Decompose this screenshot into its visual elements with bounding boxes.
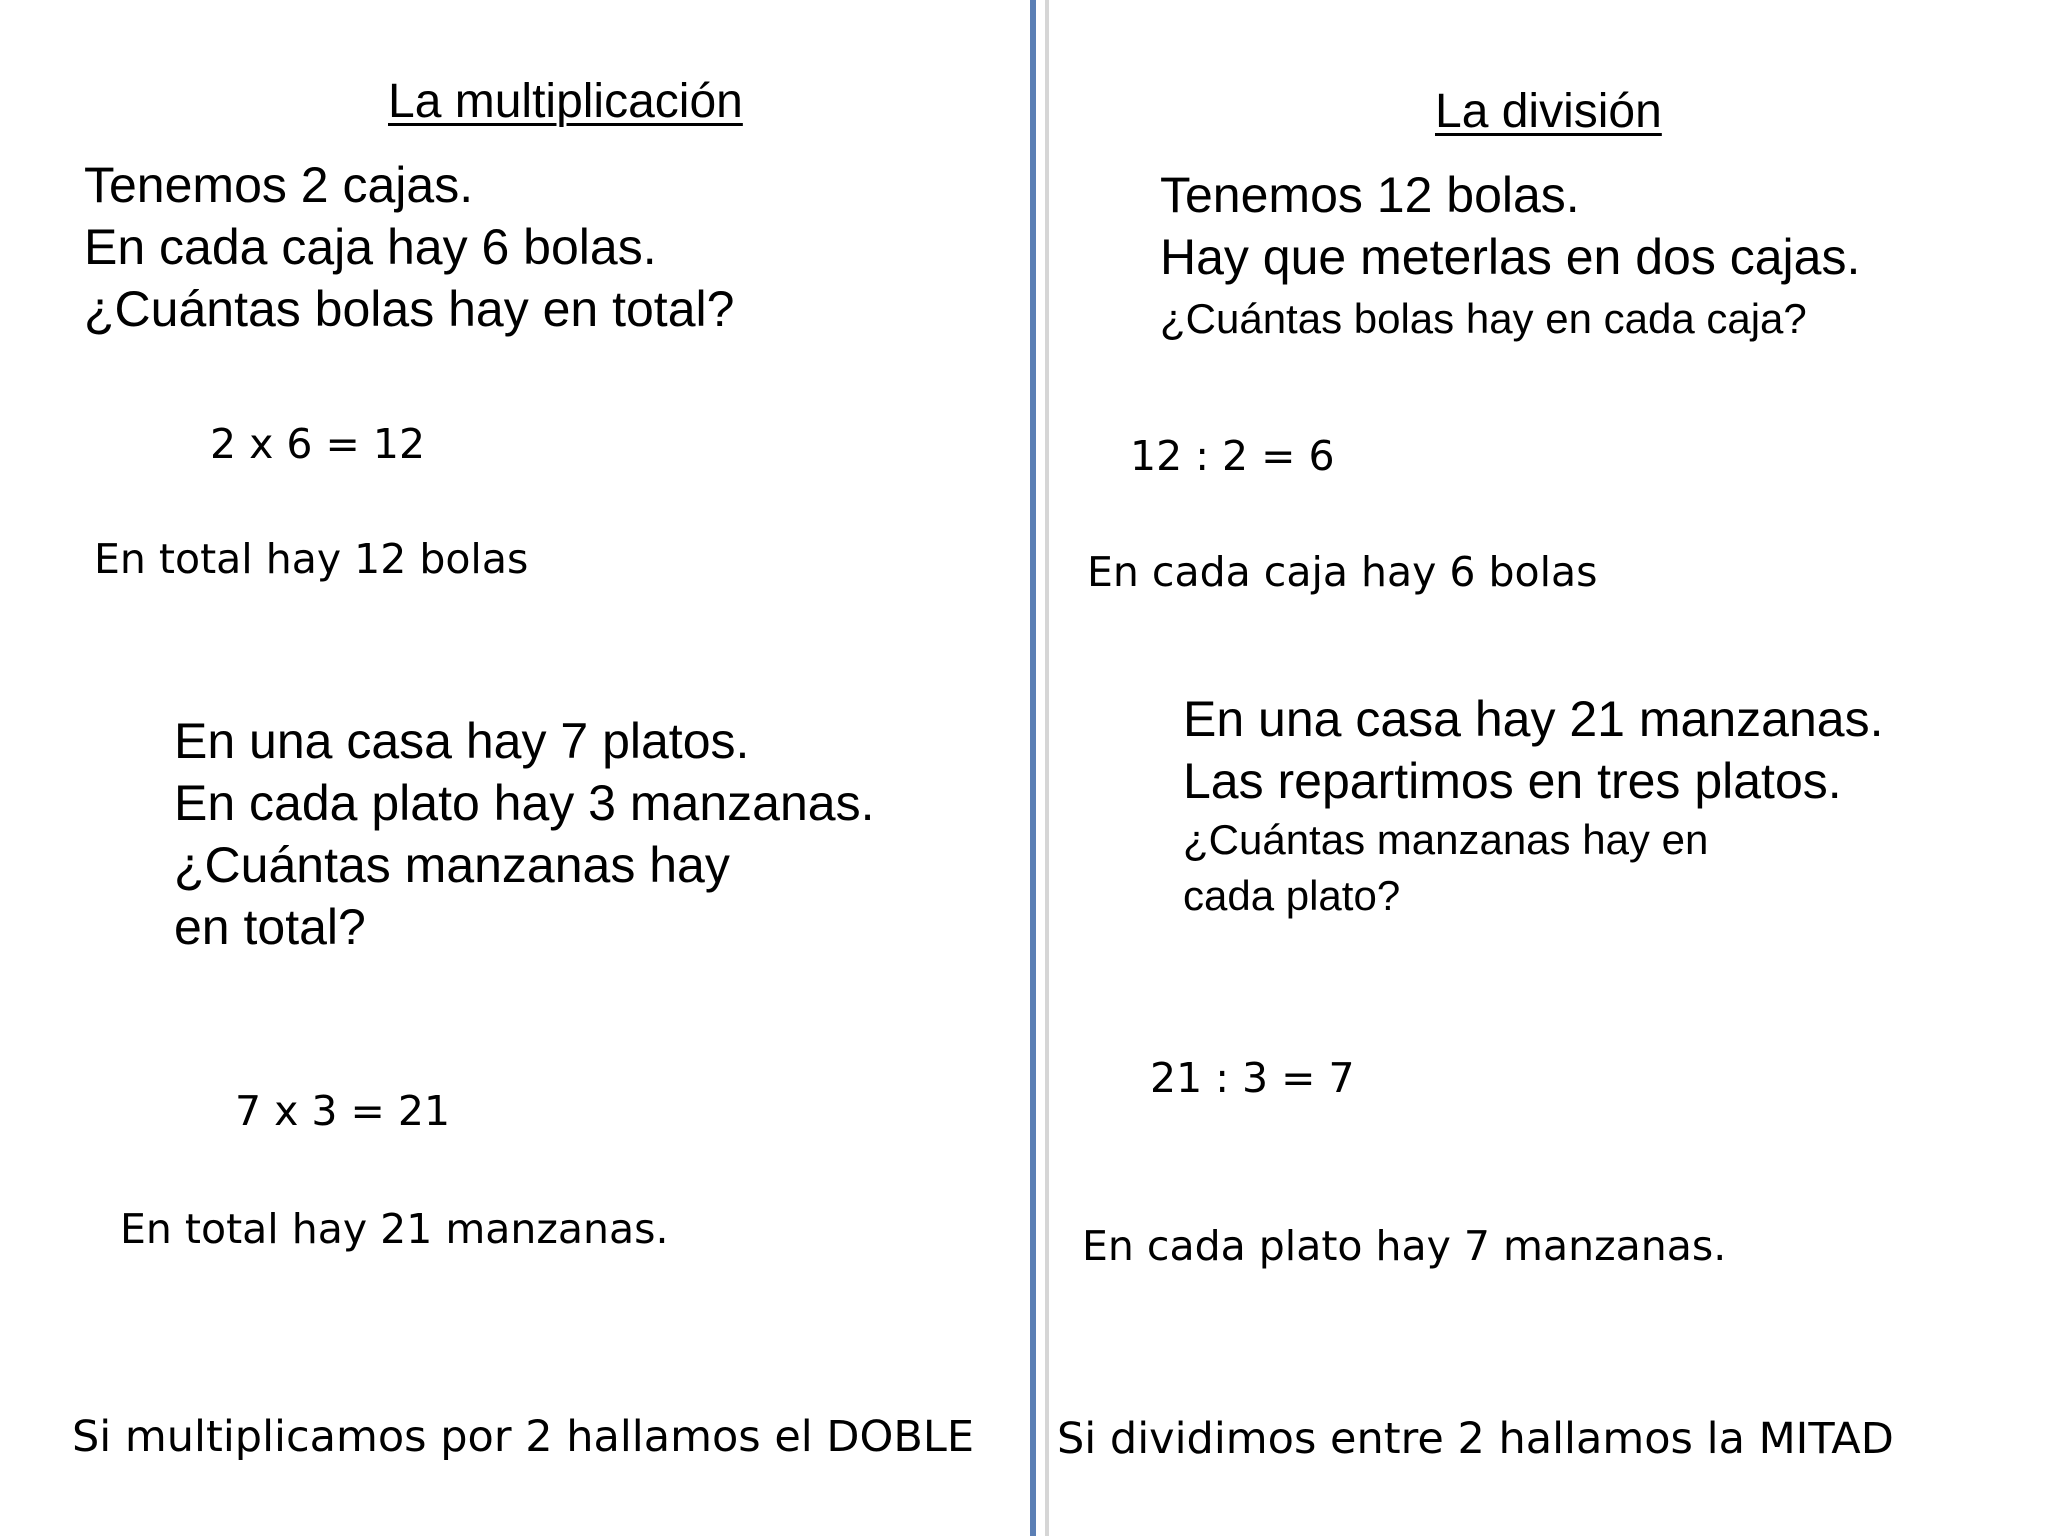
problem-line: Hay que meterlas en dos cajas.	[1160, 229, 1861, 285]
division-problem-1	[1160, 164, 1860, 350]
problem-line: ¿Cuántas manzanas hay en	[1183, 816, 1709, 863]
problem-line: en total?	[174, 899, 366, 955]
column-divider-shadow	[1045, 0, 1049, 1536]
division-answer-1: En cada caja hay 6 bolas	[1087, 548, 1598, 596]
column-divider	[1030, 0, 1036, 1536]
problem-line: cada plato?	[1183, 872, 1401, 919]
problem-line: Tenemos 2 cajas.	[84, 157, 474, 213]
multiplication-answer-1: En total hay 12 bolas	[94, 535, 529, 583]
division-problem-2	[1183, 688, 1883, 924]
problem-line: En cada caja hay 6 bolas.	[84, 219, 657, 275]
multiplication-problem-2	[174, 710, 874, 958]
problem-line: Tenemos 12 bolas.	[1160, 167, 1580, 223]
multiplication-answer-2: En total hay 21 manzanas.	[120, 1205, 669, 1253]
division-rule: Si dividimos entre 2 hallamos la MITAD	[1057, 1414, 1894, 1464]
problem-line: ¿Cuántas manzanas hay	[174, 837, 730, 893]
problem-line: En una casa hay 7 platos.	[174, 713, 750, 769]
multiplication-problem-1	[84, 154, 734, 340]
problem-line: ¿Cuántas bolas hay en total?	[84, 281, 735, 337]
multiplication-heading: La multiplicación	[388, 75, 743, 128]
multiplication-equation-2: 7 x 3 = 21	[235, 1087, 451, 1135]
division-equation-2: 21 : 3 = 7	[1150, 1054, 1355, 1102]
problem-line: En cada plato hay 3 manzanas.	[174, 775, 875, 831]
multiplication-equation-1: 2 x 6 = 12	[210, 420, 426, 468]
problem-line: En una casa hay 21 manzanas.	[1183, 691, 1884, 747]
division-equation-1: 12 : 2 = 6	[1130, 432, 1335, 480]
division-answer-2: En cada plato hay 7 manzanas.	[1082, 1222, 1727, 1270]
problem-line: ¿Cuántas bolas hay en cada caja?	[1160, 295, 1807, 342]
problem-line: Las repartimos en tres platos.	[1183, 753, 1842, 809]
multiplication-rule: Si multiplicamos por 2 hallamos el DOBLE	[72, 1412, 974, 1462]
division-heading: La división	[1435, 85, 1662, 138]
